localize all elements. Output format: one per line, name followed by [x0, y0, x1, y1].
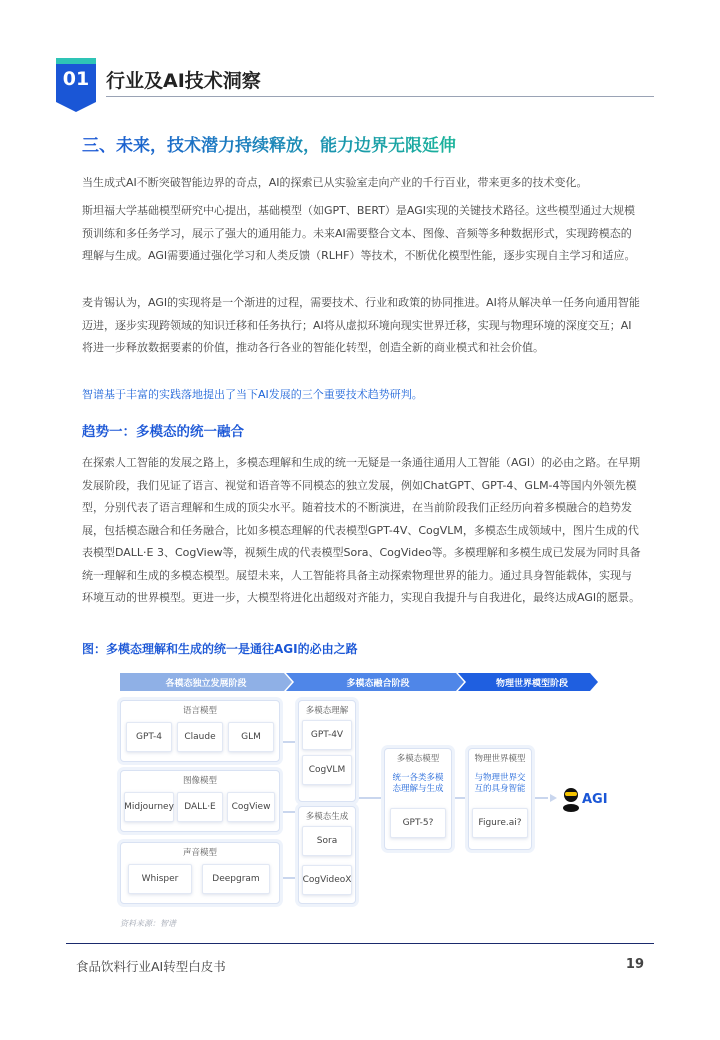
chapter-heading: 三、未来，技术潜力持续释放，能力边界无限延伸 — [82, 131, 456, 156]
chip-midjourney: Midjourney — [124, 792, 174, 822]
mm-model-desc-line2: 态理解与生成 — [392, 784, 444, 794]
robot-icon — [560, 786, 582, 812]
chip-sora: Sora — [302, 826, 352, 856]
paragraph-stanford: 斯坦福大学基础模型研究中心提出，基础模型（如GPT、BERT）是AGI实现的关键技术路径。这些模型通过大规模预训练和多任务学习，展示了强大的通用能力。未来AI需要整合文本、图像、音频等多种数据形式，实现跨模态的理解与生成。AGI需要通过强化学习和人类反馈（RLHF）等技术，不断优化模型性能，逐步实现自主学习和适应。 — [82, 204, 636, 262]
chip-deepgram: Deepgram — [202, 864, 270, 894]
image-models-label: 图像模型 — [182, 776, 217, 786]
world-model-label: 物理世界模型 — [474, 754, 526, 764]
section-number: 01 — [62, 68, 90, 90]
mm-understanding-label: 多模态理解 — [305, 706, 349, 716]
chip-whisper: Whisper — [128, 864, 192, 894]
chip-glm: GLM — [228, 722, 274, 752]
agi-label: AGI — [582, 792, 608, 807]
chip-claude: Claude — [177, 722, 223, 752]
page-number: 19 — [625, 957, 644, 972]
section-title: 行业及AI技术洞察 — [106, 70, 261, 92]
paragraph-zhipu-trends: 智谱基于丰富的实践落地提出了当下AI发展的三个重要技术趋势研判。 — [82, 388, 423, 401]
world-model-desc-line1: 与物理世界交 — [474, 773, 526, 783]
trend-one-heading: 趋势一：多模态的统一融合 — [82, 424, 244, 440]
paragraph-intro: 当生成式AI不断突破智能边界的奇点，AI的探索已从实验室走向产业的千行百业，带来更多的技术变化。 — [82, 176, 588, 189]
stage-label-fusion: 多模态融合阶段 — [346, 679, 410, 689]
footer-divider — [66, 943, 654, 944]
paragraph-multimodal: 在探索人工智能的发展之路上，多模态理解和生成的统一无疑是一条通往通用人工智能（AGI）的必由之路。在早期发展阶段，我们见证了语言、视觉和语音等不同模态的独立发展，例如ChatGPT、GPT-4、GLM-4等国内外领先模型，分别代表了语言理解和生成的顶尖水平。随着技术的不断演进，在当前阶段我们正经历向着多模融合的趋势发展，包括模态融合和任务融合，比如多模态理解的代表模型GPT-4V、CogVLM，多模态生成领域中，图片生成的代表模型DALL·E 3、CogView等，视频生成的代表模型Sora、CogVideo等。多模理解和多模生成已发展为同时具备统一理解和生成的多模态模型。展望未来，人工智能将具备主动探索物理世界的能力。通过具身智能载体，实现与环境互动的世界模型。更进一步，大模型将进化出超级对齐能力，实现自我提升与自我进化，最终达成AGI的愿景。 — [82, 456, 641, 604]
stage-label-independent: 各模态独立发展阶段 — [165, 679, 247, 689]
audio-models-label: 声音模型 — [182, 848, 217, 858]
chip-cogview: CogView — [227, 792, 275, 822]
chip-gpt4v: GPT-4V — [302, 720, 352, 750]
chip-cogvideox: CogVideoX — [302, 865, 352, 895]
figure-title: 图：多模态理解和生成的统一是通往AGI的必由之路 — [82, 642, 358, 656]
figure-source: 资料来源：智谱 — [120, 919, 176, 928]
mm-generation-label: 多模态生成 — [305, 812, 349, 822]
mm-model-label: 多模态模型 — [396, 754, 440, 764]
chip-figure-ai: Figure.ai? — [472, 808, 528, 838]
mm-model-desc-line1: 统一各类多模 — [392, 773, 444, 783]
figure-multimodal-path — [82, 640, 642, 940]
world-model-desc-line2: 互的具身智能 — [474, 784, 526, 794]
section-divider — [106, 96, 654, 97]
footer-title: 食品饮料行业AI转型白皮书 — [76, 959, 226, 974]
stage-label-world-model: 物理世界模型阶段 — [495, 679, 568, 689]
chip-dalle: DALL·E — [177, 792, 223, 822]
chip-gpt4: GPT-4 — [126, 722, 172, 752]
paragraph-mckinsey: 麦肯锡认为，AGI的实现将是一个渐进的过程，需要技术、行业和政策的协同推进。AI将从解决单一任务向通用智能迈进，逐步实现跨领域的知识迁移和任务执行；AI将从虚拟环境向现实世界迁移，实现与物理环境的深度交互；AI将进一步释放数据要素的价值，推动各行各业的智能化转型，创造全新的商业模式和社会价值。 — [82, 296, 640, 354]
language-models-label: 语言模型 — [182, 706, 217, 716]
chip-gpt5: GPT-5? — [390, 808, 446, 838]
section-badge-accent — [56, 58, 96, 64]
chip-cogvlm: CogVLM — [302, 755, 352, 785]
